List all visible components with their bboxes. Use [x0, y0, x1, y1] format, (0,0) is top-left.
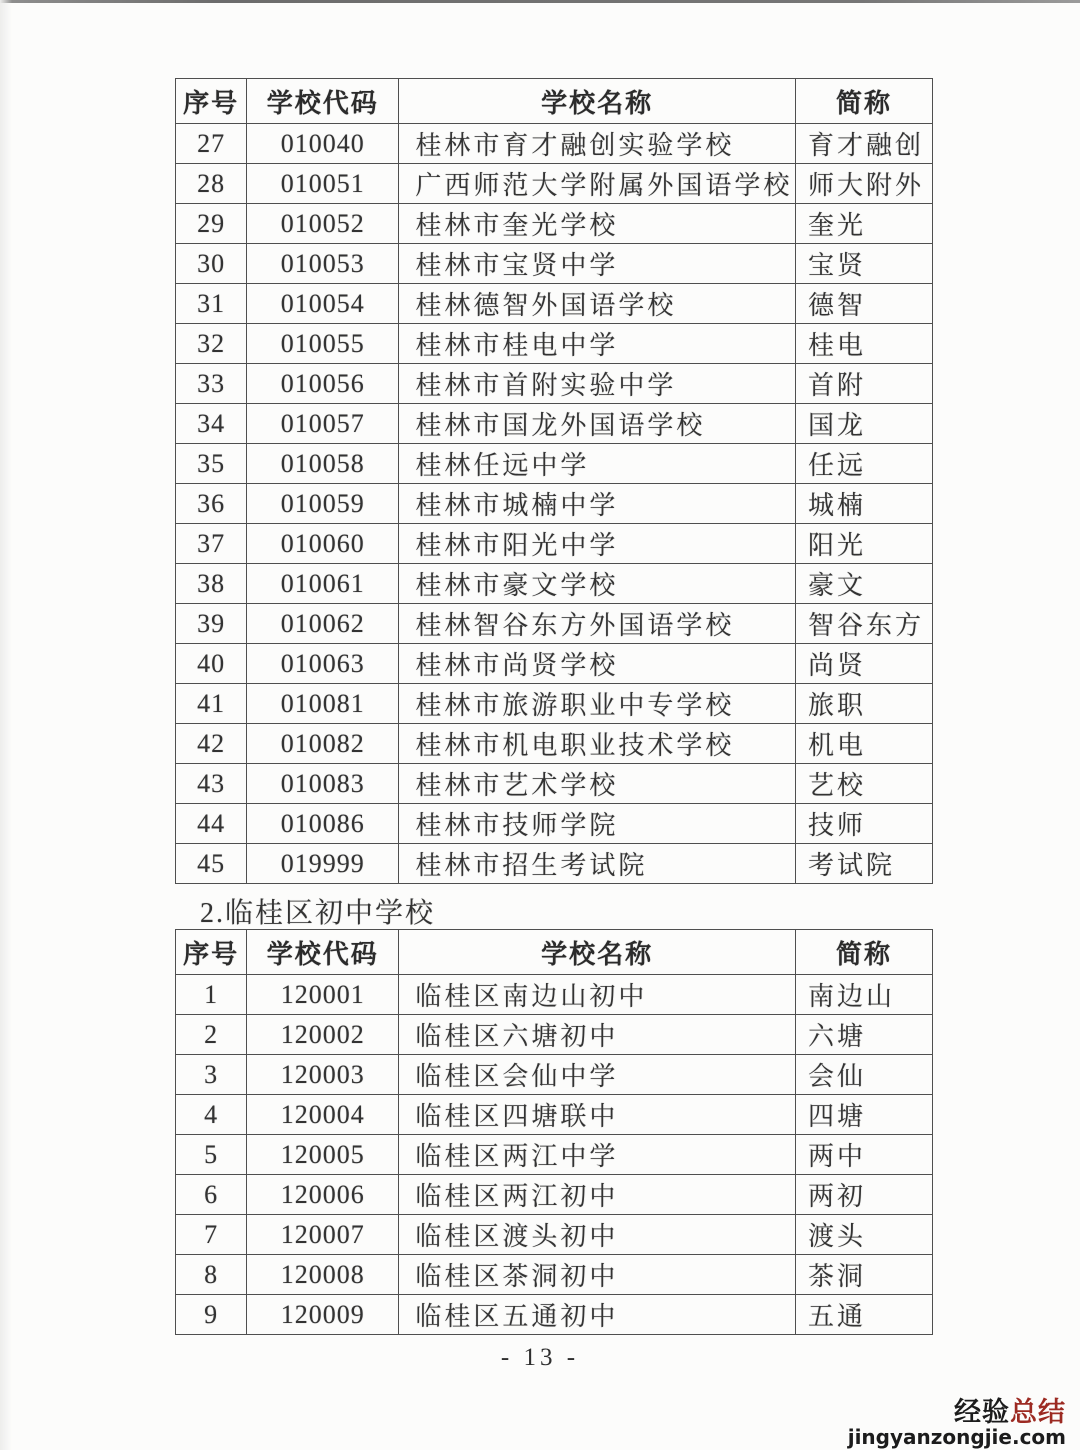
table-row: [176, 564, 933, 604]
table-row: [176, 1175, 933, 1215]
section-heading-lingui-district: 2.临桂区初中学校: [200, 898, 436, 929]
seq-cell: 40: [176, 644, 247, 684]
seq-cell: 37: [176, 524, 247, 564]
school-code-table-lingui: [175, 929, 933, 1335]
watermark-title-red: 总结: [1010, 1396, 1066, 1428]
name-cell: 临桂区五通初中: [399, 1295, 796, 1335]
column-header-code-cell: 学校代码: [247, 79, 399, 124]
abbr-cell: 四塘: [795, 1095, 932, 1135]
name-cell: 临桂区渡头初中: [399, 1215, 796, 1255]
table-row: [176, 764, 933, 804]
code-cell: 010051: [247, 164, 399, 204]
seq-cell: 3: [176, 1055, 247, 1095]
code-cell: 010040: [247, 124, 399, 164]
table-row: [176, 844, 933, 884]
code-cell: 010057: [247, 404, 399, 444]
name-cell: 临桂区茶洞初中: [399, 1255, 796, 1295]
page-number: - 13 -: [500, 1344, 580, 1371]
abbr-cell: 会仙: [795, 1055, 932, 1095]
code-cell: 120005: [247, 1135, 399, 1175]
name-cell: 桂林市豪文学校: [399, 564, 796, 604]
scan-left-edge: [0, 0, 12, 1450]
seq-cell: 34: [176, 404, 247, 444]
seq-cell: 28: [176, 164, 247, 204]
code-cell: 120008: [247, 1255, 399, 1295]
table-row: [176, 644, 933, 684]
code-cell: 010055: [247, 324, 399, 364]
table-row: [176, 524, 933, 564]
table-row: [176, 975, 933, 1015]
code-cell: 010086: [247, 804, 399, 844]
column-header-seq-cell: 序号: [176, 930, 247, 975]
watermark: [847, 1396, 1066, 1449]
abbr-cell: 技师: [795, 804, 932, 844]
code-cell: 120007: [247, 1215, 399, 1255]
table-row: [176, 364, 933, 404]
seq-cell: 27: [176, 124, 247, 164]
name-cell: 临桂区两江中学: [399, 1135, 796, 1175]
seq-cell: 30: [176, 244, 247, 284]
seq-cell: 45: [176, 844, 247, 884]
seq-cell: 7: [176, 1215, 247, 1255]
table-row: [176, 164, 933, 204]
name-cell: 桂林市宝贤中学: [399, 244, 796, 284]
column-header-name-cell: 学校名称: [399, 79, 796, 124]
table-row: [176, 1295, 933, 1335]
table-row: [176, 204, 933, 244]
code-cell: 010053: [247, 244, 399, 284]
seq-cell: 29: [176, 204, 247, 244]
table-row: [176, 1135, 933, 1175]
table-row: [176, 444, 933, 484]
code-cell: 010081: [247, 684, 399, 724]
name-cell: 桂林智谷东方外国语学校: [399, 604, 796, 644]
table-row: [176, 1255, 933, 1295]
table-row: [176, 1055, 933, 1095]
table-row: [176, 244, 933, 284]
column-header-abbr-cell: 简称: [795, 930, 932, 975]
seq-cell: 33: [176, 364, 247, 404]
seq-cell: 43: [176, 764, 247, 804]
name-cell: 桂林市育才融创实验学校: [399, 124, 796, 164]
code-cell: 120009: [247, 1295, 399, 1335]
code-cell: 010054: [247, 284, 399, 324]
name-cell: 桂林市招生考试院: [399, 844, 796, 884]
name-cell: 桂林市旅游职业中专学校: [399, 684, 796, 724]
abbr-cell: 育才融创: [795, 124, 932, 164]
header-row: [176, 930, 933, 975]
code-cell: 010083: [247, 764, 399, 804]
abbr-cell: 阳光: [795, 524, 932, 564]
seq-cell: 32: [176, 324, 247, 364]
column-header-name-cell: 学校名称: [399, 930, 796, 975]
table-row: [176, 1095, 933, 1135]
abbr-cell: 两中: [795, 1135, 932, 1175]
code-cell: 010056: [247, 364, 399, 404]
name-cell: 桂林任远中学: [399, 444, 796, 484]
name-cell: 桂林市桂电中学: [399, 324, 796, 364]
abbr-cell: 南边山: [795, 975, 932, 1015]
abbr-cell: 渡头: [795, 1215, 932, 1255]
code-cell: 120003: [247, 1055, 399, 1095]
code-cell: 010052: [247, 204, 399, 244]
name-cell: 桂林市尚贤学校: [399, 644, 796, 684]
abbr-cell: 奎光: [795, 204, 932, 244]
code-cell: 010061: [247, 564, 399, 604]
header-row: [176, 79, 933, 124]
watermark-domain: jingyanzongjie.com: [847, 1425, 1066, 1449]
abbr-cell: 考试院: [795, 844, 932, 884]
name-cell: 临桂区两江初中: [399, 1175, 796, 1215]
abbr-cell: 豪文: [795, 564, 932, 604]
code-cell: 120006: [247, 1175, 399, 1215]
code-cell: 019999: [247, 844, 399, 884]
table-row: [176, 284, 933, 324]
code-cell: 010062: [247, 604, 399, 644]
abbr-cell: 国龙: [795, 404, 932, 444]
seq-cell: 44: [176, 804, 247, 844]
abbr-cell: 艺校: [795, 764, 932, 804]
abbr-cell: 师大附外: [795, 164, 932, 204]
watermark-title: [848, 1396, 1066, 1428]
table-row: [176, 1215, 933, 1255]
code-cell: 010060: [247, 524, 399, 564]
name-cell: 桂林市阳光中学: [399, 524, 796, 564]
table-row: [176, 724, 933, 764]
name-cell: 临桂区四塘联中: [399, 1095, 796, 1135]
abbr-cell: 机电: [795, 724, 932, 764]
column-header-seq-cell: 序号: [176, 79, 247, 124]
name-cell: 桂林德智外国语学校: [399, 284, 796, 324]
name-cell: 临桂区六塘初中: [399, 1015, 796, 1055]
abbr-cell: 茶洞: [795, 1255, 932, 1295]
seq-cell: 1: [176, 975, 247, 1015]
code-cell: 120001: [247, 975, 399, 1015]
abbr-cell: 首附: [795, 364, 932, 404]
column-header-code-cell: 学校代码: [247, 930, 399, 975]
seq-cell: 41: [176, 684, 247, 724]
seq-cell: 38: [176, 564, 247, 604]
table-row: [176, 804, 933, 844]
seq-cell: 39: [176, 604, 247, 644]
name-cell: 桂林市机电职业技术学校: [399, 724, 796, 764]
abbr-cell: 智谷东方: [795, 604, 932, 644]
seq-cell: 42: [176, 724, 247, 764]
table-row: [176, 684, 933, 724]
name-cell: 桂林市首附实验中学: [399, 364, 796, 404]
seq-cell: 31: [176, 284, 247, 324]
seq-cell: 9: [176, 1295, 247, 1335]
seq-cell: 36: [176, 484, 247, 524]
name-cell: 桂林市技师学院: [399, 804, 796, 844]
seq-cell: 4: [176, 1095, 247, 1135]
abbr-cell: 五通: [795, 1295, 932, 1335]
seq-cell: 6: [176, 1175, 247, 1215]
abbr-cell: 城楠: [795, 484, 932, 524]
name-cell: 临桂区会仙中学: [399, 1055, 796, 1095]
table-row: [176, 604, 933, 644]
name-cell: 桂林市奎光学校: [399, 204, 796, 244]
seq-cell: 5: [176, 1135, 247, 1175]
name-cell: 桂林市国龙外国语学校: [399, 404, 796, 444]
abbr-cell: 宝贤: [795, 244, 932, 284]
name-cell: 广西师范大学附属外国语学校: [399, 164, 796, 204]
table-row: [176, 484, 933, 524]
table-row: [176, 124, 933, 164]
abbr-cell: 旅职: [795, 684, 932, 724]
abbr-cell: 两初: [795, 1175, 932, 1215]
name-cell: 桂林市艺术学校: [399, 764, 796, 804]
seq-cell: 8: [176, 1255, 247, 1295]
code-cell: 120002: [247, 1015, 399, 1055]
code-cell: 120004: [247, 1095, 399, 1135]
seq-cell: 2: [176, 1015, 247, 1055]
code-cell: 010059: [247, 484, 399, 524]
abbr-cell: 德智: [795, 284, 932, 324]
abbr-cell: 六塘: [795, 1015, 932, 1055]
school-code-table-city: [175, 78, 933, 884]
abbr-cell: 尚贤: [795, 644, 932, 684]
scan-top-edge: [0, 0, 1080, 3]
table-row: [176, 1015, 933, 1055]
table-row: [176, 324, 933, 364]
table-row: [176, 404, 933, 444]
abbr-cell: 桂电: [795, 324, 932, 364]
name-cell: 临桂区南边山初中: [399, 975, 796, 1015]
watermark-title-black: 经验: [954, 1396, 1010, 1428]
code-cell: 010058: [247, 444, 399, 484]
code-cell: 010082: [247, 724, 399, 764]
name-cell: 桂林市城楠中学: [399, 484, 796, 524]
seq-cell: 35: [176, 444, 247, 484]
abbr-cell: 任远: [795, 444, 932, 484]
column-header-abbr-cell: 简称: [795, 79, 932, 124]
code-cell: 010063: [247, 644, 399, 684]
